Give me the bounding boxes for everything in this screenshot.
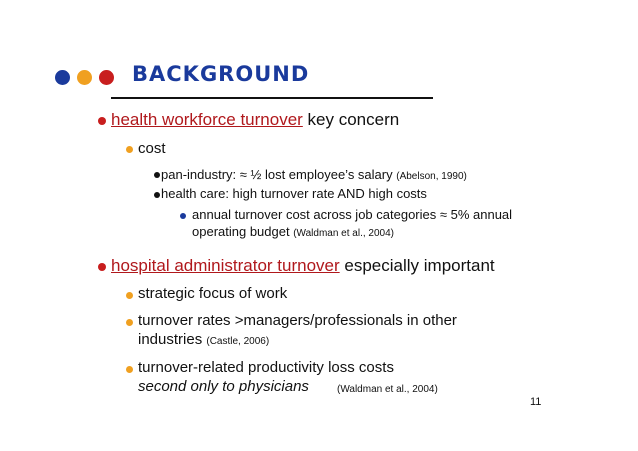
bullet-annual-cost-line2: operating budget (Waldman et al., 2004) <box>192 224 394 239</box>
bullet-health-care: health care: high turnover rate AND high costs <box>161 186 427 201</box>
title-underline <box>111 97 433 99</box>
bullet-icon <box>126 292 133 299</box>
bullet-icon <box>180 213 186 219</box>
bullet-icon <box>126 146 133 153</box>
bullet-pan-industry: pan-industry: ≈ ½ lost employee’s salary (Abelson, 1990) <box>161 167 467 182</box>
bullet-strategic-focus: strategic focus of work <box>138 285 288 302</box>
blue-dot-icon <box>55 70 70 85</box>
slide-title: BACKGROUND <box>132 62 310 86</box>
bullet-icon <box>98 117 106 125</box>
bullet-annual-cost-line1: annual turnover cost across job categories ≈ 5% annual <box>192 207 513 222</box>
bullet-icon <box>154 192 160 198</box>
bullet-hospital-admin: hospital administrator turnover especially important <box>111 256 495 275</box>
bullet-productivity-line2: second only to physicians <box>138 378 309 395</box>
red-dot-icon <box>99 70 114 85</box>
topic-link: health workforce turnover <box>111 110 303 129</box>
bullet-icon <box>126 366 133 373</box>
bullet-cost: cost <box>138 140 166 157</box>
bullet-turnover-rates-line2: industries (Castle, 2006) <box>138 331 270 348</box>
bullet-icon <box>126 319 133 326</box>
bullet-health-workforce: health workforce turnover key concern <box>111 110 400 129</box>
bullet-icon <box>98 263 106 271</box>
orange-dot-icon <box>77 70 92 85</box>
topic-link: hospital administrator turnover <box>111 256 340 275</box>
page-number: 11 <box>530 396 542 408</box>
bullet-turnover-rates-line1: turnover rates >managers/professionals in other <box>138 312 457 329</box>
bullet-productivity-line1: turnover-related productivity loss costs <box>138 359 394 376</box>
bullet-icon <box>154 172 160 178</box>
citation-waldman: (Waldman et al., 2004) <box>337 384 438 395</box>
